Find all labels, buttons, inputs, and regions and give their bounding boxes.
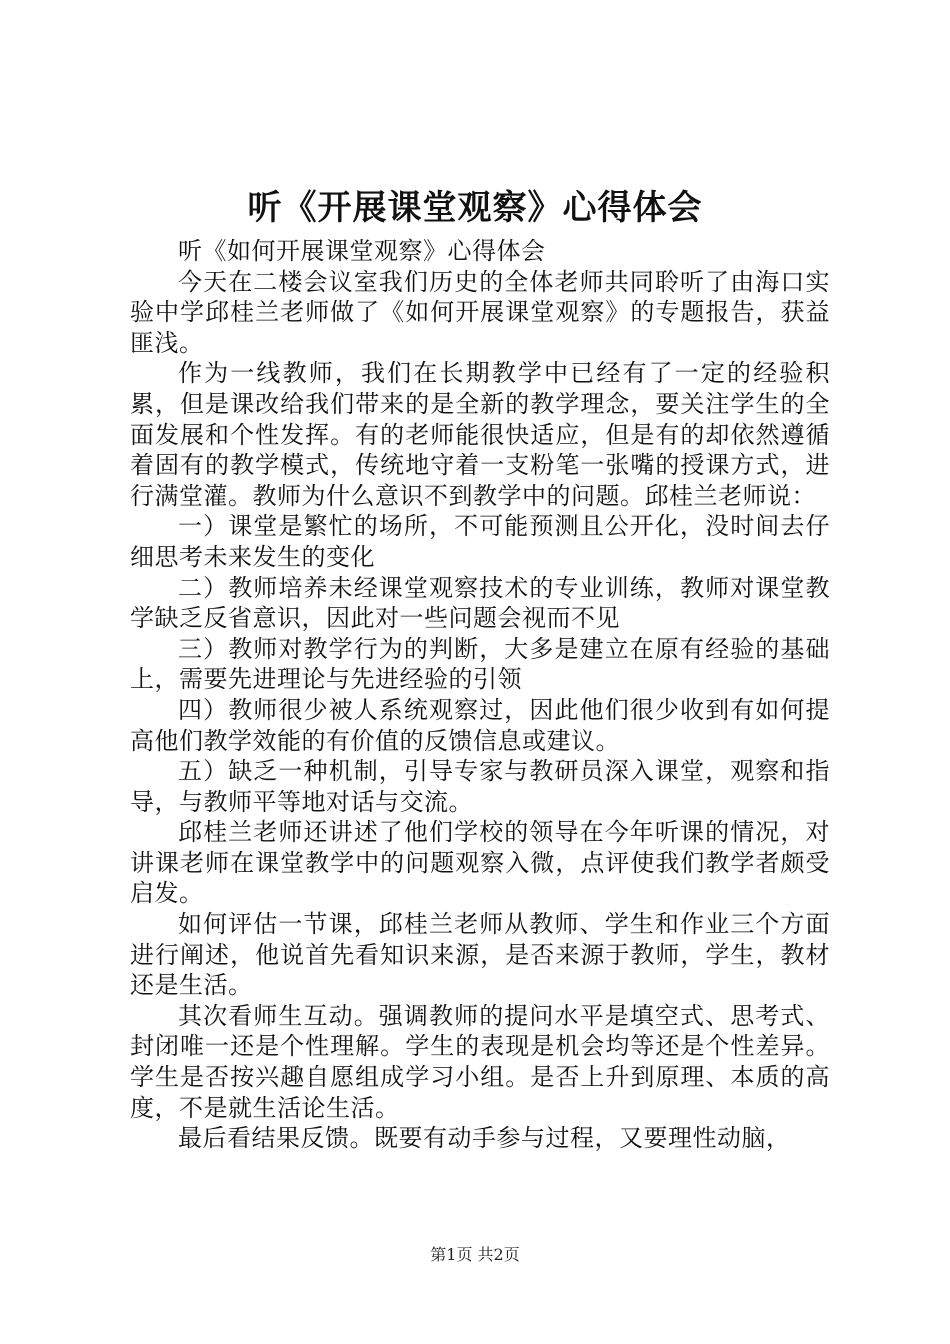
paragraph-point-2: 二）教师培养未经课堂观察技术的专业训练，教师对课堂教学缺乏反省意识，因此对一些问题会视而不见 <box>130 573 830 633</box>
paragraph-intro: 今天在二楼会议室我们历史的全体老师共同聆听了由海口实验中学邱桂兰老师做了《如何开展课堂观察》的专题报告，获益匪浅。 <box>130 267 830 357</box>
paragraph-evaluate-lesson: 如何评估一节课，邱桂兰老师从教师、学生和作业三个方面进行阐述，他说首先看知识来源，是否来源于教师，学生，教材还是生活。 <box>130 910 830 1000</box>
paragraph-school-leaders: 邱桂兰老师还讲述了他们学校的领导在今年听课的情况，对讲课老师在课堂教学中的问题观察入微，点评使我们教学者颇受启发。 <box>130 818 830 908</box>
paragraph-point-4: 四）教师很少被人系统观察过，因此他们很少收到有如何提高他们教学效能的有价值的反馈信息或建议。 <box>130 695 830 755</box>
document-body <box>130 236 830 1154</box>
paragraph-point-1: 一）课堂是繁忙的场所，不可能预测且公开化，没时间去仔细思考未来发生的变化 <box>130 512 830 571</box>
page-number-footer: 第1页 共2页 <box>430 1245 520 1264</box>
document-title: 听《开展课堂观察》心得体会 <box>247 188 703 228</box>
paragraph-interaction: 其次看师生互动。强调教师的提问水平是填空式、思考式、封闭唯一还是个性理解。学生的表现是机会均等还是个性差异。学生是否按兴趣自愿组成学习小组。是否上升到原理、本质的高度，不是就生活论生活。 <box>130 1001 830 1122</box>
paragraph-point-3: 三）教师对教学行为的判断，大多是建立在原有经验的基础上，需要先进理论与先进经验的引领 <box>130 634 830 694</box>
paragraph-reflection: 作为一线教师，我们在长期教学中已经有了一定的经验积累，但是课改给我们带来的是全新的教学理念，要关注学生的全面发展和个性发挥。有的老师能很快适应，但是有的却依然遵循着固有的教学模式，传统地守着一支粉笔一张嘴的授课方式，进行满堂灌。教师为什么意识不到教学中的问题。邱桂兰老师说： <box>130 359 830 510</box>
paragraph-subtitle: 听《如何开展课堂观察》心得体会 <box>178 237 546 265</box>
paragraph-point-5: 五）缺乏一种机制，引导专家与教研员深入课堂，观察和指导，与教师平等地对话与交流。 <box>130 757 830 816</box>
paragraph-feedback: 最后看结果反馈。既要有动手参与过程，又要理性动脑， <box>178 1124 791 1153</box>
